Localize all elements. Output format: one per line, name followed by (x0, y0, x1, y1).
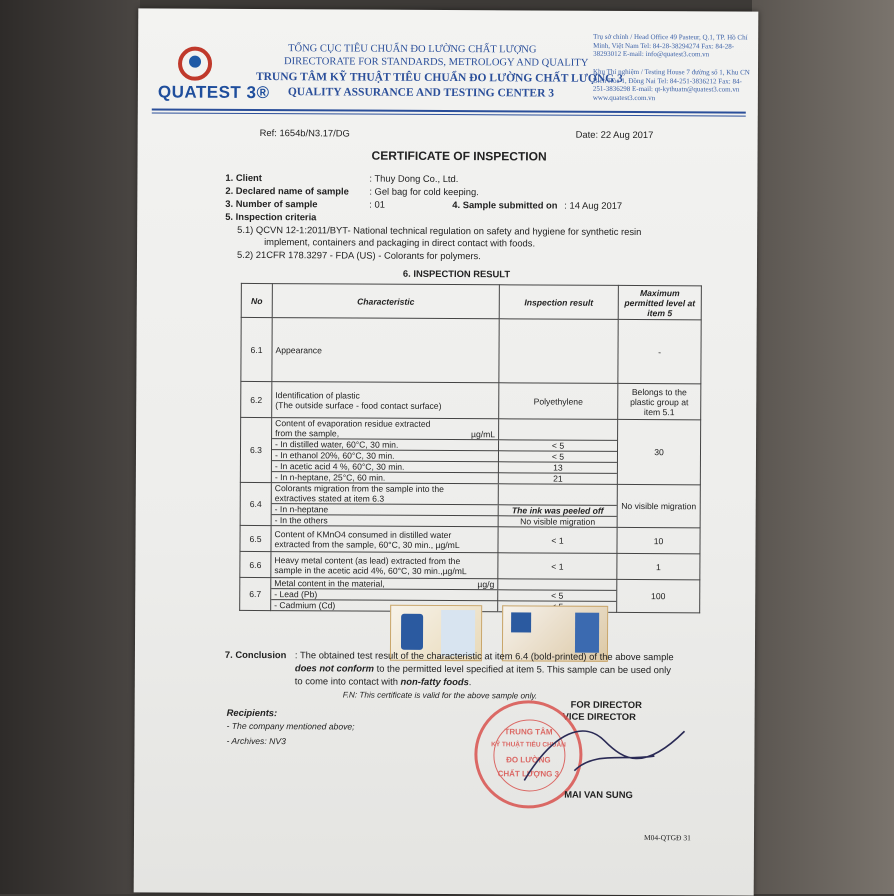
bag-print-icon (440, 609, 474, 655)
page-title: CERTIFICATE OF INSPECTION (371, 148, 547, 164)
org-line-2: DIRECTORATE FOR STANDARDS, METROLOGY AND QUALITY (284, 56, 589, 69)
submitted-value: : 14 Aug 2017 (564, 199, 623, 211)
header-result: Inspection result (499, 285, 618, 320)
ref-number: Ref: 1654b/N3.17/DG (259, 127, 350, 139)
number-label: 3. Number of sample (225, 197, 318, 210)
table-row (240, 551, 700, 579)
header-no: No (241, 283, 272, 317)
sample-name-value: : Gel bag for cold keeping. (369, 185, 479, 198)
table-row (240, 417, 700, 484)
row-max: Belongs to the plastic group at item 5.1 (618, 383, 701, 419)
sub-row-label: - In the others (272, 515, 499, 527)
client-label: 1. Client (225, 171, 262, 184)
sub-row-value: < 5 (498, 590, 617, 602)
char-line: (The outside surface - food contact surface) (275, 399, 442, 411)
sub-row-label: - In distilled water, 60°C, 30 min. (272, 439, 499, 451)
sub-row-label: - In n-heptane (272, 504, 499, 516)
table-row (240, 525, 700, 553)
row-max: 30 (617, 419, 700, 484)
header-max: Maximum permitted level at item 5 (618, 285, 701, 319)
signature-icon (514, 710, 694, 801)
nonconform-text: does not conform (294, 662, 375, 674)
sub-heading (271, 578, 498, 590)
row-characteristic (272, 318, 499, 383)
row-sub-table-cell (271, 418, 617, 485)
stamp-text: CHẤT LƯỢNG 3 (497, 769, 560, 779)
row-max: - (618, 319, 701, 383)
certificate-date: Date: 22 Aug 2017 (575, 128, 654, 141)
sub-row-value: 13 (498, 462, 617, 474)
sub-table (272, 418, 617, 484)
sub-heading-line: Metal content in the material, (274, 578, 385, 589)
sample-name-label: 2. Declared name of sample (225, 184, 349, 197)
number-value: : 01 (369, 198, 385, 210)
bag-print-icon (574, 612, 598, 652)
recipients-title: Recipients: (226, 706, 278, 719)
sub-row-label: - Cadmium (Cd) (271, 600, 498, 612)
org-line-4: QUALITY ASSURANCE AND TESTING CENTER 3 (287, 86, 555, 100)
row-no: 6.6 (240, 551, 271, 577)
sub-row-value: 21 (498, 473, 617, 484)
row-max: No visible migration (617, 484, 700, 527)
row-result: Polyethylene (499, 383, 618, 420)
header-characteristic: Characteristic (272, 284, 499, 319)
testing-house-info: Khu Thí nghiệm / Testing House 7 đường số 1, Khu CN Biên Hòa 1, Đồng Nai Tel: 84-251-3836212 Fax: 84-251-3836298 E-mail: qt-kythuatn@quatest3.com.vn www.quatest3.com.vn (592, 67, 750, 102)
row-characteristic (271, 552, 498, 579)
recipient-1: - The company mentioned above; (226, 720, 355, 732)
sub-table (272, 483, 617, 527)
row-max: 100 (617, 579, 700, 612)
form-code: M04-QTGĐ 31 (643, 833, 691, 843)
char-line: Content of KMnO4 consumed in distilled water (274, 528, 452, 540)
sub-heading-line: extractives stated at item 6.3 (274, 493, 385, 504)
row-max: 1 (617, 553, 700, 579)
row-no: 6.7 (240, 577, 271, 610)
sub-heading-line: Content of evaporation residue extracted (275, 418, 431, 429)
sub-row-value: No visible migration (498, 516, 617, 527)
org-line-3: TRUNG TÂM KỸ THUẬT TIÊU CHUẨN ĐO LƯỜNG CHẤT LƯỢNG 3 (255, 70, 623, 85)
conclusion-label: 7. Conclusion (224, 648, 287, 661)
inspection-table (239, 283, 702, 613)
conclusion-line-3 (295, 675, 472, 687)
criteria-label: 5. Inspection criteria (225, 210, 317, 223)
recipient-2: - Archives: NV3 (226, 735, 286, 747)
for-director: FOR DIRECTOR (570, 698, 642, 711)
row-no: 6.2 (241, 381, 272, 417)
char-line: extracted from the sample, 60°C, 30 min., µg/mL (274, 538, 460, 550)
sub-row-label: - In n-heptane, 25°C, 60 min. (272, 472, 499, 484)
row-characteristic (272, 382, 499, 419)
stamp-text: TRUNG TÂM (504, 727, 553, 737)
row-result (499, 319, 618, 384)
char-line: sample in the acetic acid 4%, 60°C, 30 min.,µg/mL (274, 564, 467, 576)
client-value: : Thuy Dong Co., Ltd. (369, 172, 459, 185)
unit-label: µg/g (477, 579, 495, 590)
char-line: Heavy metal content (as lead) extracted from the (274, 554, 461, 566)
footnote: F.N: This certificate is valid for the above sample only. (342, 690, 538, 701)
unit-label: µg/mL (471, 429, 496, 440)
certificate-page (134, 8, 759, 895)
conclusion-line-1: : The obtained test result of the characteristic at item 6.4 (bold-printed) of the above sample (294, 649, 674, 663)
signer-name: MAI VAN SUNG (564, 788, 633, 800)
sub-row-value: < 5 (498, 451, 617, 463)
row-no: 6.1 (241, 317, 272, 381)
conclusion-text: to come into contact with (294, 675, 401, 687)
row-max: 10 (617, 527, 700, 553)
vice-director: VICE DIRECTOR (562, 710, 636, 722)
appearance-label: Appearance (275, 344, 322, 355)
stamp-text: KỸ THUẬT TIÊU CHUẨN (491, 741, 566, 749)
logo-text: QUATEST 3® (157, 82, 270, 103)
sub-heading-line: from the sample, (275, 428, 340, 439)
stamp-text: ĐO LƯỜNG (506, 755, 551, 765)
sub-row-label: - In ethanol 20%, 60°C, 30 min. (272, 450, 499, 462)
row-no: 6.3 (240, 417, 271, 482)
criteria-2: 5.2) 21CFR 178.3297 - FDA (US) - Colorants for polymers. (237, 248, 481, 262)
sub-row-label: - Lead (Pb) (271, 589, 498, 601)
row-no: 6.4 (240, 482, 271, 525)
criteria-1b: implement, containers and packaging in direct contact with foods. (264, 236, 536, 249)
non-fatty-text: non-fatty foods (400, 675, 469, 688)
table-row (241, 317, 701, 383)
conclusion-text: to the permitted level specified at item 5. This sample can be used only (374, 662, 671, 676)
conclusion-line-2 (295, 662, 671, 675)
bag-print-icon (400, 613, 422, 649)
sub-row-label: - In acetic acid 4 %, 60°C, 30 min. (272, 461, 499, 473)
background-left (0, 0, 140, 894)
submitted-label: 4. Sample submitted on (452, 199, 558, 211)
row-result: < 1 (498, 553, 617, 580)
org-line-1: TỔNG CỤC TIÊU CHUẨN ĐO LƯỜNG CHẤT LƯỢNG (288, 43, 537, 56)
row-no: 6.5 (240, 525, 271, 551)
sub-heading (272, 483, 499, 505)
sub-empty (499, 419, 618, 440)
table-row (240, 482, 700, 527)
row-characteristic (271, 526, 498, 553)
row-sub-table-cell (271, 483, 617, 528)
char-line: Identification of plastic (275, 389, 360, 401)
head-office-info: Trụ sở chính / Head Office 49 Pasteur, Q.1, TP. Hồ Chí Minh, Việt Nam Tel: 84-28-38294274 Fax: 84-28-38293012 E-mail: info@quatest3.com.vn (593, 32, 748, 59)
result-title: 6. INSPECTION RESULT (402, 267, 511, 280)
sub-row-value: < 5 (499, 440, 618, 452)
sub-row-value-bold: The ink was peeled off (498, 505, 617, 517)
row-result: < 1 (498, 527, 617, 554)
criteria-1a: 5.1) QCVN 12-1:2011/BYT- National technical regulation on safety and hygiene for synthetic resin (237, 223, 642, 238)
sub-empty (498, 579, 617, 590)
quatest-logo-icon (178, 47, 212, 81)
background-right (752, 0, 894, 894)
table-row (241, 381, 701, 419)
sub-empty (498, 484, 617, 505)
conclusion-text: . (468, 676, 472, 688)
sub-heading (272, 418, 499, 440)
bag-logo-icon (511, 612, 531, 632)
sub-heading-line: Colorants migration from the sample into the (274, 483, 444, 494)
